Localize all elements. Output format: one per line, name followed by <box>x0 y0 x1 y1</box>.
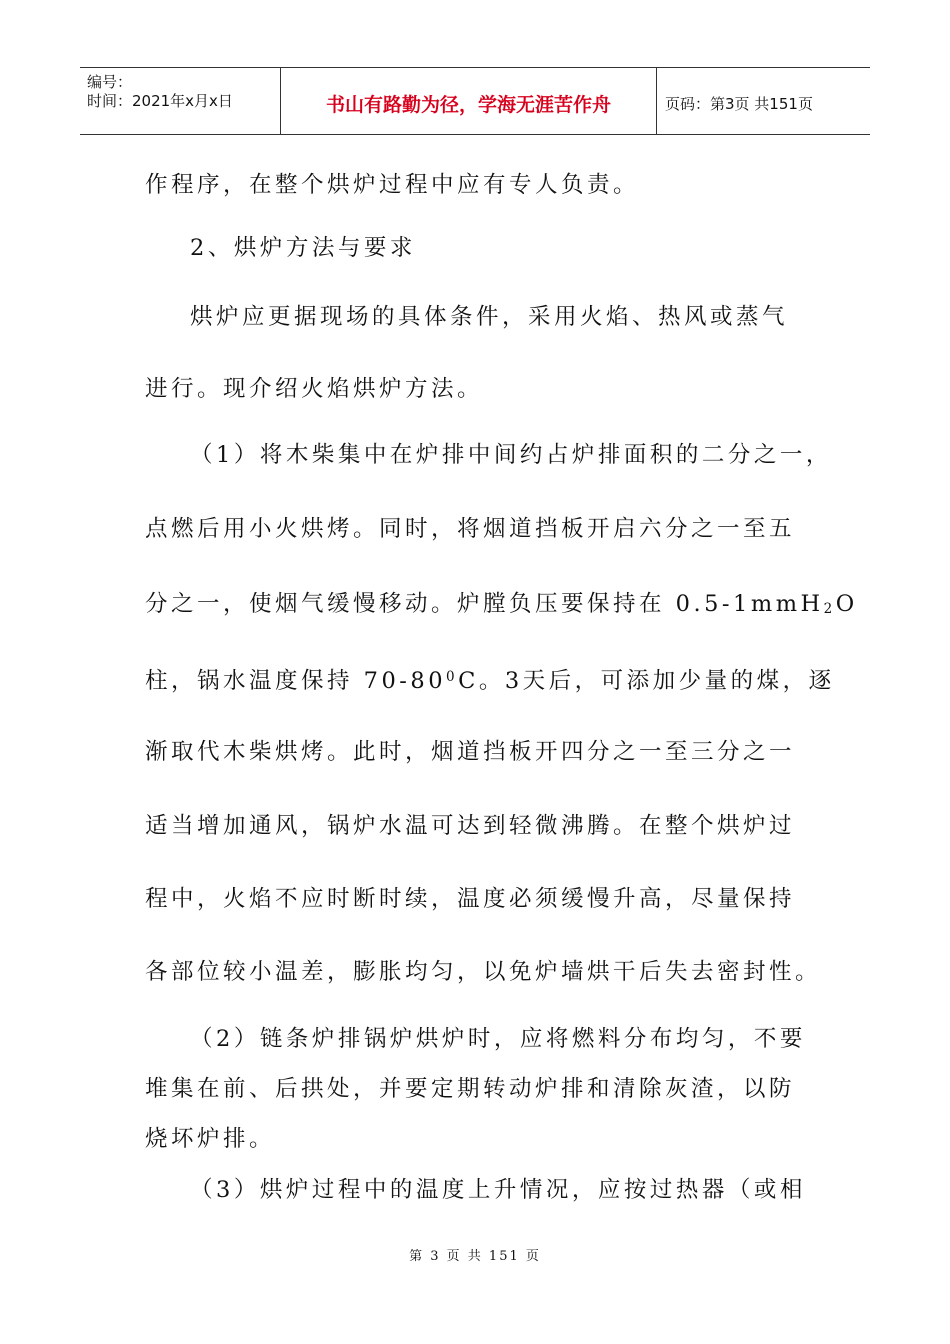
body-line-4: 进行。现介绍火焰烘炉方法。 <box>145 376 484 402</box>
body-line-16: （3）烘炉过程中的温度上升情况，应按过热器（或相 <box>190 1177 806 1203</box>
body-line-8-text: 柱，锅水温度保持 70-80 <box>145 668 447 694</box>
body-line-1: 作程序，在整个烘炉过程中应有专人负责。 <box>145 172 640 198</box>
page-number-label: 页码：第3页 共151页 <box>665 94 813 113</box>
number-label: 编号： <box>87 73 133 91</box>
body-line-10: 适当增加通风，锅炉水温可达到轻微沸腾。在整个烘炉过 <box>145 813 796 839</box>
body-line-7 <box>145 589 858 624</box>
body-line-8-tail: C。3天后，可添加少量的煤，逐 <box>458 668 835 694</box>
body-line-14: 堆集在前、后拱处，并要定期转动炉排和清除灰渣，以防 <box>145 1076 796 1102</box>
body-line-11: 程中，火焰不应时断时续，温度必须缓慢升高，尽量保持 <box>145 886 796 912</box>
page-header <box>80 67 870 135</box>
header-motto-cell <box>281 68 657 134</box>
body-line-7-text: 分之一，使烟气缓慢移动。炉膛负压要保持在 0.5-1mmH <box>145 591 824 617</box>
body-line-9: 渐取代木柴烘烤。此时，烟道挡板开四分之一至三分之一 <box>145 739 796 765</box>
body-line-12: 各部位较小温差，膨胀均匀，以免炉墙烘干后失去密封性。 <box>145 959 822 985</box>
degree-superscript: 0 <box>446 669 459 685</box>
body-line-7-tail: O <box>835 591 858 617</box>
body-line-6: 点燃后用小火烘烤。同时，将烟道挡板开启六分之一至五 <box>145 516 796 542</box>
body-line-5: （1）将木柴集中在炉排中间约占炉排面积的二分之一， <box>190 442 832 468</box>
subscript-two: 2 <box>823 601 836 617</box>
date-label: 时间：2021年x月x日 <box>87 92 233 110</box>
header-page-cell <box>657 68 870 134</box>
body-line-15: 烧坏炉排。 <box>145 1126 276 1152</box>
motto-text: 书山有路勤为径，学海无涯苦作舟 <box>325 93 611 116</box>
body-line-13: （2）链条炉排锅炉烘炉时，应将燃料分布均匀，不要 <box>190 1026 806 1052</box>
header-meta-cell <box>80 68 281 134</box>
section-heading: 2、烘炉方法与要求 <box>190 235 416 261</box>
page-footer: 第 3 页 共 151 页 <box>409 1249 541 1264</box>
body-line-8 <box>145 662 835 696</box>
body-line-3: 烘炉应更据现场的具体条件，采用火焰、热风或蒸气 <box>190 304 789 330</box>
